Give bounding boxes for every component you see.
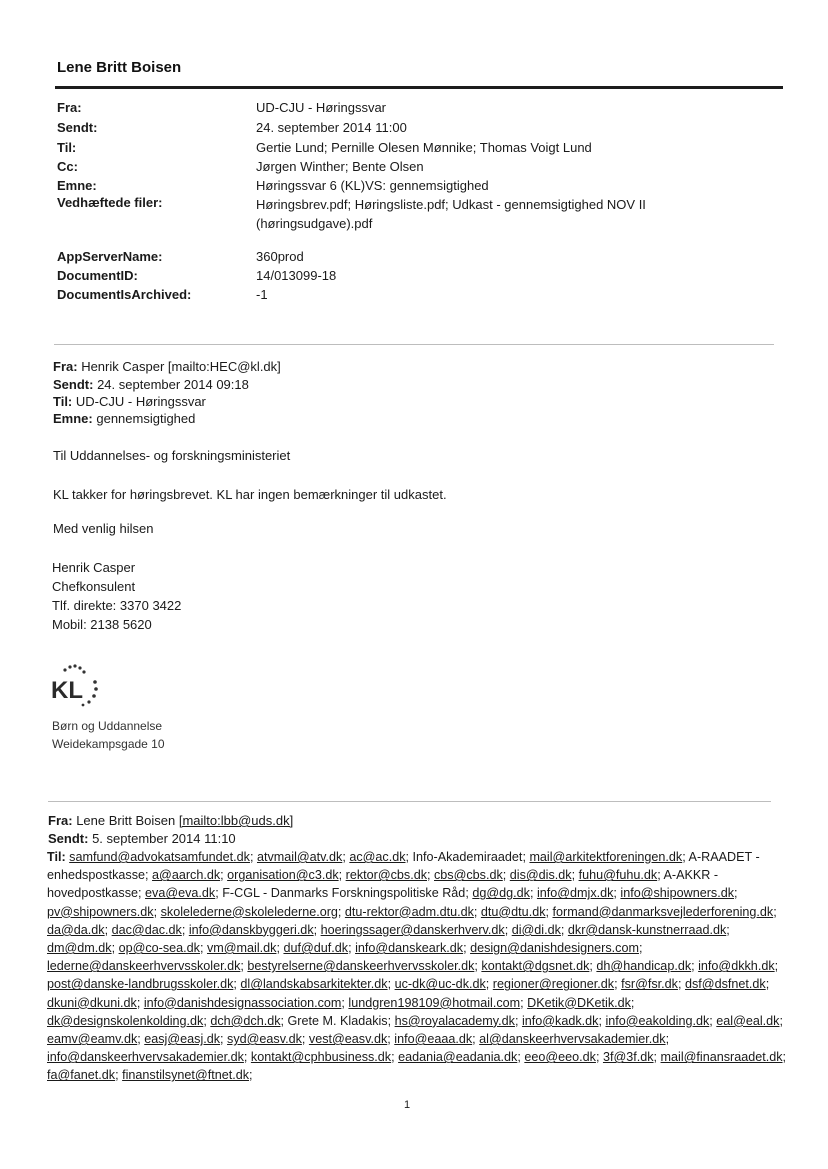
signature-title: Chefkonsulent bbox=[52, 579, 136, 594]
sent-label: Sendt: bbox=[48, 831, 89, 846]
recipient-email-link[interactable]: design@danishdesigners.com bbox=[470, 941, 639, 956]
recipient-email-link[interactable]: dkuni@dkuni.dk bbox=[47, 995, 137, 1010]
page-number: 1 bbox=[404, 1099, 411, 1111]
signature-mobile: Mobil: 2138 5620 bbox=[52, 617, 152, 632]
recipient-email-link[interactable]: syd@easv.dk bbox=[227, 1032, 302, 1047]
recipient-email-link[interactable]: info@danskeark.dk bbox=[355, 941, 464, 956]
recipient-email-link[interactable]: info@dkkh.dk bbox=[698, 959, 775, 974]
mail1-subject-line bbox=[53, 410, 195, 428]
recipient-name: A-AKKR - hovedpostkasse bbox=[47, 868, 719, 901]
recipient-email-link[interactable]: eadania@eadania.dk bbox=[398, 1050, 518, 1065]
recipient-email-link[interactable]: vest@easv.dk bbox=[308, 1032, 388, 1047]
body-greeting: Til Uddannelses- og forskningsministeriet bbox=[53, 448, 291, 463]
recipient-email-link[interactable]: di@di.dk bbox=[511, 922, 561, 937]
recipient-email-link[interactable]: dis@dis.dk bbox=[509, 868, 572, 883]
recipient-name: A-RAADET - enhedspostkasse bbox=[47, 850, 760, 883]
recipient-email-link[interactable]: dk@designskolenkolding.dk bbox=[47, 1013, 204, 1028]
recipient-email-link[interactable]: mail@finansraadet.dk bbox=[660, 1050, 783, 1065]
recipient-email-link[interactable]: info@eaaa.dk bbox=[394, 1032, 473, 1047]
meta-label: Sendt: bbox=[57, 120, 98, 135]
meta-label: DocumentID: bbox=[57, 268, 138, 283]
recipient-email-link[interactable]: fa@fanet.dk bbox=[47, 1068, 116, 1083]
recipient-name: Info-Akademiraadet bbox=[412, 850, 523, 864]
mail2-recipients bbox=[47, 848, 792, 1085]
mail1-sent-line bbox=[53, 376, 249, 394]
to-label: Til: bbox=[53, 394, 73, 409]
recipient-email-link[interactable]: dsf@dsfnet.dk bbox=[684, 977, 766, 992]
recipient-email-link[interactable]: atvmail@atv.dk bbox=[256, 850, 343, 864]
meta-value: Jørgen Winther; Bente Olsen bbox=[256, 159, 424, 174]
recipient-email-link[interactable]: dm@dm.dk bbox=[47, 941, 112, 956]
mail2-sent-line bbox=[48, 830, 236, 848]
recipient-email-link[interactable]: vm@mail.dk bbox=[206, 941, 277, 956]
recipient-email-link[interactable]: eamv@eamv.dk bbox=[47, 1032, 138, 1047]
recipient-email-link[interactable]: op@co-sea.dk bbox=[118, 941, 200, 956]
kl-logo-graphic bbox=[51, 660, 111, 710]
to-value: UD-CJU - Høringssvar bbox=[75, 394, 206, 409]
recipient-email-link[interactable]: fuhu@fuhu.dk bbox=[578, 868, 658, 883]
recipient-email-link[interactable]: post@danske-landbrugsskoler.dk bbox=[47, 977, 234, 992]
meta-label: Til: bbox=[57, 140, 77, 155]
separator-rule bbox=[54, 344, 774, 345]
meta-label: Emne: bbox=[57, 178, 97, 193]
recipient-email-link[interactable]: mail@arkitektforeningen.dk bbox=[529, 850, 683, 864]
recipient-email-link[interactable]: eva@eva.dk bbox=[145, 886, 216, 901]
recipient-email-link[interactable]: dl@landskabsarkitekter.dk bbox=[240, 977, 388, 992]
sent-label: Sendt: bbox=[53, 377, 94, 392]
meta-label: Cc: bbox=[57, 159, 78, 174]
recipient-email-link[interactable]: info@dmjx.dk bbox=[536, 886, 614, 901]
recipient-email-link[interactable]: rektor@cbs.dk bbox=[345, 868, 427, 883]
recipient-email-link[interactable]: pv@shipowners.dk bbox=[47, 904, 154, 919]
meta-value: -1 bbox=[256, 287, 268, 302]
from-label: Fra: bbox=[48, 813, 73, 828]
recipient-email-link[interactable]: kontakt@dgsnet.dk bbox=[481, 959, 590, 974]
document-owner-name: Lene Britt Boisen bbox=[57, 59, 182, 76]
kl-logo bbox=[51, 660, 111, 710]
recipient-email-link[interactable]: info@eakolding.dk bbox=[605, 1013, 710, 1028]
recipient-name: Grete M. Kladakis bbox=[287, 1013, 388, 1028]
recipient-email-link[interactable]: kontakt@cphbusiness.dk bbox=[250, 1050, 392, 1065]
recipient-email-link[interactable]: info@shipowners.dk bbox=[620, 886, 735, 901]
recipient-email-link[interactable]: finanstilsynet@ftnet.dk bbox=[122, 1068, 250, 1083]
recipient-email-link[interactable]: a@aarch.dk bbox=[152, 868, 221, 883]
recipient-email-link[interactable]: al@danskeerhvervsakademier.dk bbox=[479, 1032, 666, 1047]
recipient-email-link[interactable]: dtu@dtu.dk bbox=[480, 904, 546, 919]
kl-logo-text: KL bbox=[51, 677, 83, 704]
recipient-email-link[interactable]: fsr@fsr.dk bbox=[621, 977, 678, 992]
recipient-name: F-CGL - Danmarks Forskningspolitiske Råd bbox=[222, 886, 466, 901]
recipient-email-link[interactable]: lundgren198109@hotmail.com bbox=[348, 995, 521, 1010]
recipient-email-link[interactable]: uc-dk@uc-dk.dk bbox=[394, 977, 486, 992]
meta-value: UD-CJU - Høringssvar bbox=[256, 100, 386, 115]
recipient-email-link[interactable]: info@danishdesignassociation.com bbox=[143, 995, 342, 1010]
header-rule bbox=[55, 86, 783, 89]
recipient-email-link[interactable]: formand@danmarksvejlederforening.dk bbox=[552, 904, 774, 919]
mail1-to-line bbox=[53, 393, 206, 411]
mail1-from-line bbox=[53, 358, 281, 376]
body-closing: Med venlig hilsen bbox=[53, 521, 154, 536]
recipient-email-link[interactable]: eeo@eeo.dk bbox=[524, 1050, 596, 1065]
recipient-email-link[interactable]: samfund@advokatsamfundet.dk bbox=[69, 850, 250, 864]
meta-value: Gertie Lund; Pernille Olesen Mønnike; Thomas Voigt Lund bbox=[256, 140, 592, 155]
recipient-list: samfund@advokatsamfundet.dk; atvmail@atv.dk; ac@ac.dk; Info-Akademiraadet; mail@arkitektforeningen.dk; A-RAADET - enhedspostkasse; a@aarch.dk; organisation@c3.dk; rektor@cbs.dk; cbs@cbs.dk; dis@dis.dk; fuhu@fuhu.dk; A-AKKR - hovedpostkasse; eva@eva.dk; F-CGL - Danmarks Forskningspolitiske Råd; dg@dg.dk; info@dmjx.dk; info@shipowners.dk; pv@shipowners.dk; skolelederne@skolelederne.org; dtu-rektor@adm.dtu.dk; dtu@dtu.dk; formand@danmarksvejlederforening.dk; da@da.dk; dac@dac.dk; info@danskbyggeri.dk; hoeringssager@danskerhverv.dk; di@di.dk; dkr@dansk-kunstnerraad.dk; dm@dm.dk; op@co-sea.dk; vm@mail.dk; duf@duf.dk; info@danskeark.dk; design@danishdesigners.com; lederne@danskeerhvervsskoler.dk; bestyrelserne@danskeerhvervsskoler.dk; kontakt@dgsnet.dk; dh@handicap.dk; info@dkkh.dk; post@danske-landbrugsskoler.dk; dl@landskabsarkitekter.dk; uc-dk@uc-dk.dk; regioner@regioner.dk; fsr@fsr.dk; dsf@dsfnet.dk; dkuni@dkuni.dk; info@danishdesignassociation.com; lundgren198109@hotmail.com; DKetik@DKetik.dk; dk@designskolenkolding.dk; dch@dch.dk; Grete M. Kladakis; hs@royalacademy.dk; info@kadk.dk; info@eakolding.dk; eal@eal.dk; eamv@eamv.dk; easj@easj.dk; syd@easv.dk; vest@easv.dk; info@eaaa.dk; al@danskeerhvervsakademier.dk; info@danskeerhvervsakademier.dk; kontakt@cphbusiness.dk; eadania@eadania.dk; eeo@eeo.dk; 3f@3f.dk; mail@finansraadet.dk; fa@fanet.dk; finanstilsynet@ftnet.dk; bbox=[47, 850, 787, 1083]
sent-value: 5. september 2014 11:10 bbox=[92, 831, 236, 846]
recipient-email-link[interactable]: ac@ac.dk bbox=[349, 850, 406, 864]
address-line-1: Børn og Uddannelse bbox=[52, 719, 163, 733]
subject-value: gennemsigtighed bbox=[96, 411, 196, 426]
meta-value: 24. september 2014 11:00 bbox=[256, 120, 407, 135]
address-line-2: Weidekampsgade 10 bbox=[52, 737, 165, 751]
recipient-email-link[interactable]: 3f@3f.dk bbox=[602, 1050, 654, 1065]
attachments-value: Høringsbrev.pdf; Høringsliste.pdf; Udkast - gennemsigtighed NOV II (høringsudgave).pdf bbox=[256, 197, 646, 231]
recipient-email-link[interactable]: hs@royalacademy.dk bbox=[394, 1013, 515, 1028]
recipient-email-link[interactable]: dh@handicap.dk bbox=[596, 959, 692, 974]
recipient-email-link[interactable]: lederne@danskeerhvervsskoler.dk bbox=[47, 959, 241, 974]
recipient-email-link[interactable]: dac@dac.dk bbox=[111, 922, 182, 937]
meta-value: 14/013099-18 bbox=[256, 268, 337, 283]
meta-value: Høringssvar 6 (KL)VS: gennemsigtighed bbox=[256, 178, 489, 193]
recipient-email-link[interactable]: info@kadk.dk bbox=[521, 1013, 599, 1028]
signature-phone: Tlf. direkte: 3370 3422 bbox=[52, 598, 182, 613]
recipient-email-link[interactable]: cbs@cbs.dk bbox=[434, 868, 503, 883]
recipient-email-link[interactable]: eal@eal.dk bbox=[716, 1013, 780, 1028]
from-email-link[interactable]: [mailto:lbb@uds.dk] bbox=[178, 813, 294, 828]
recipient-email-link[interactable]: easj@easj.dk bbox=[144, 1032, 221, 1047]
recipient-email-link[interactable]: duf@duf.dk bbox=[283, 941, 349, 956]
to-label: Til: bbox=[47, 850, 66, 864]
recipient-email-link[interactable]: hoeringssager@danskerhverv.dk bbox=[320, 922, 505, 937]
signature-name: Henrik Casper bbox=[52, 560, 136, 575]
recipient-email-link[interactable]: dg@dg.dk bbox=[472, 886, 530, 901]
subject-label: Emne: bbox=[53, 411, 93, 426]
recipient-email-link[interactable]: DKetik@DKetik.dk bbox=[527, 995, 631, 1010]
meta-label: Vedhæftede filer: bbox=[57, 195, 163, 210]
from-name: Lene Britt Boisen bbox=[76, 813, 176, 828]
meta-label: AppServerName: bbox=[57, 249, 163, 264]
separator-rule-2 bbox=[48, 801, 771, 802]
mail2-from-line bbox=[48, 812, 293, 830]
recipient-email-link[interactable]: bestyrelserne@danskeerhvervsskoler.dk bbox=[247, 959, 475, 974]
meta-label: DocumentIsArchived: bbox=[57, 287, 192, 302]
from-value: Henrik Casper [mailto:HEC@kl.dk] bbox=[81, 359, 281, 374]
recipient-email-link[interactable]: info@danskbyggeri.dk bbox=[188, 922, 314, 937]
from-label: Fra: bbox=[53, 359, 78, 374]
sent-value: 24. september 2014 09:18 bbox=[97, 377, 249, 392]
meta-value: 360prod bbox=[256, 249, 304, 264]
recipient-email-link[interactable]: dkr@dansk-kunstnerraad.dk bbox=[567, 922, 727, 937]
recipient-email-link[interactable]: da@da.dk bbox=[47, 922, 105, 937]
recipient-email-link[interactable]: dch@dch.dk bbox=[210, 1013, 281, 1028]
recipient-email-link[interactable]: dtu-rektor@adm.dtu.dk bbox=[344, 904, 474, 919]
meta-label: Fra: bbox=[57, 100, 82, 115]
recipient-email-link[interactable]: organisation@c3.dk bbox=[227, 868, 339, 883]
recipient-email-link[interactable]: skolelederne@skolelederne.org bbox=[160, 904, 338, 919]
body-text: KL takker for høringsbrevet. KL har ingen bemærkninger til udkastet. bbox=[53, 487, 447, 502]
recipient-email-link[interactable]: info@danskeerhvervsakademier.dk bbox=[47, 1050, 244, 1065]
recipient-email-link[interactable]: regioner@regioner.dk bbox=[492, 977, 615, 992]
